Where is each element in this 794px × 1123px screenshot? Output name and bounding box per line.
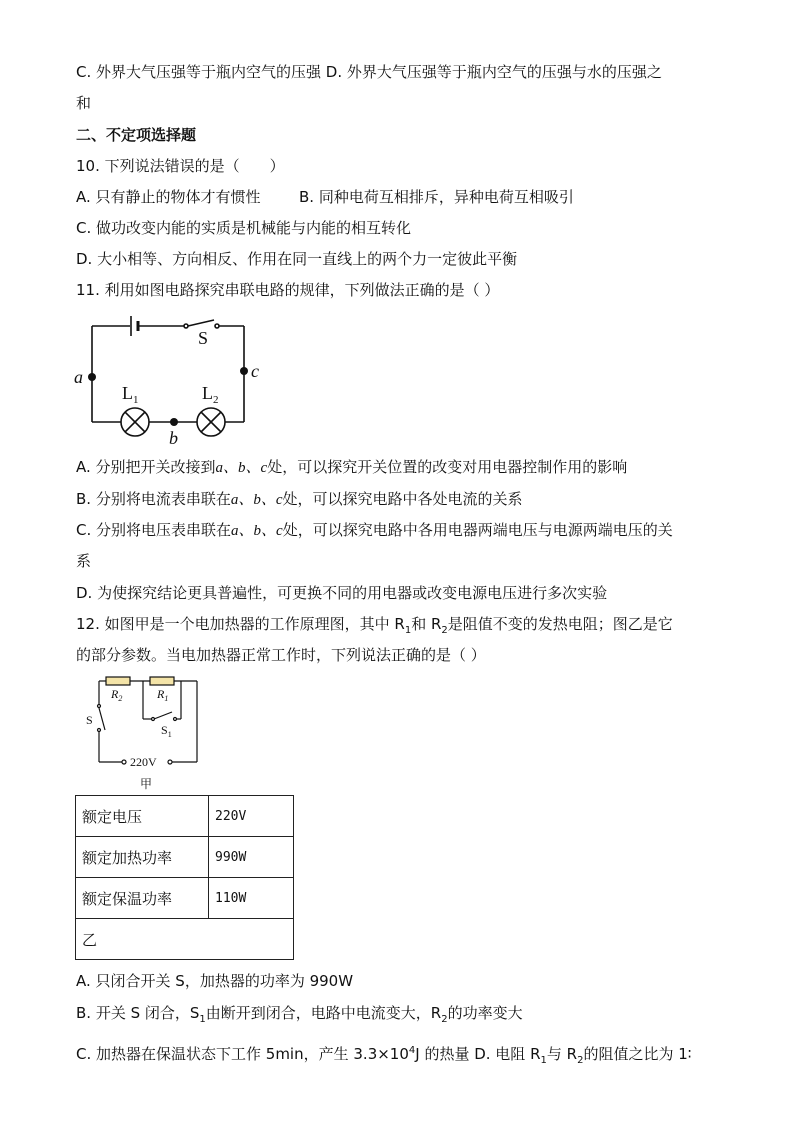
s-blade (99, 708, 105, 730)
junction-c (240, 367, 248, 375)
voltage-label: 220V (130, 755, 157, 769)
s1-blade (154, 712, 172, 719)
q10-option-a: A. 只有静止的物体才有惯性 (76, 188, 261, 206)
lamp1-label: $L_1$ (122, 383, 139, 406)
r2-label: $R_2$ (111, 687, 123, 703)
q10-option-b: B. 同种电荷互相排斥，异种电荷互相吸引 (299, 188, 574, 206)
parameter-table (75, 795, 294, 960)
table-caption-yi: 乙 (76, 919, 294, 960)
table-caption-row (76, 919, 294, 960)
switch-contact (215, 324, 219, 328)
point-a-label: a (74, 367, 83, 387)
q10-option-d: D. 大小相等、方向相反、作用在同一直线上的两个力一定彼此平衡 (76, 250, 518, 268)
table-value: 990W (209, 837, 294, 878)
lamp2-label: $L_2$ (202, 383, 219, 406)
s-contact (98, 729, 101, 732)
table-value: 220V (209, 796, 294, 837)
resistor-r2 (106, 677, 130, 685)
terminal (168, 760, 172, 764)
point-b-label: b (169, 428, 178, 448)
q12-circuit-diagram (80, 672, 220, 794)
s-contact (98, 705, 101, 708)
q11-option-a: A. 分别把开关改接到a、b、c处，可以探究开关位置的改变对用电器控制作用的影响 (76, 458, 628, 476)
q11-option-c: C. 分别将电压表串联在a、b、c处，可以探究电路中各用电器两端电压与电源两端电压的关 (76, 521, 673, 539)
s-label: S (86, 713, 93, 727)
q9-line1: C. 外界大气压强等于瓶内空气的压强 D. 外界大气压强等于瓶内空气的压强与水的压强之 (76, 63, 662, 81)
table-label: 额定保温功率 (76, 878, 209, 919)
point-c-label: c (251, 361, 259, 381)
s1-label: $S_1$ (161, 723, 172, 739)
q9-line2: 和 (76, 94, 92, 112)
q11-option-c-cont: 系 (76, 552, 92, 570)
q11-circuit-diagram (74, 308, 274, 448)
q12-option-b: B. 开关 S 闭合，$S_1$由断开到闭合，电路中电流变大，$R_2$的功率变大 (76, 1004, 523, 1025)
q12-stem-line2: 的部分参数。当电加热器正常工作时，下列说法正确的是（ ） (76, 646, 486, 664)
resistor-r1 (150, 677, 174, 685)
switch-contact (184, 324, 188, 328)
q10-option-c: C. 做功改变内能的实质是机械能与内能的相互转化 (76, 219, 412, 237)
section-title: 二、不定项选择题 (76, 126, 197, 144)
table-row (76, 878, 294, 919)
terminal (122, 760, 126, 764)
q11-option-d: D. 为使探究结论更具普遍性，可更换不同的用电器或改变电源电压进行多次实验 (76, 584, 608, 602)
q10-stem: 10. 下列说法错误的是（ ） (76, 157, 285, 175)
junction-a (88, 373, 96, 381)
table-row (76, 796, 294, 837)
table-label: 额定电压 (76, 796, 209, 837)
q12-stem-line1: 12. 如图甲是一个电加热器的工作原理图，其中 $R_1$和 $R_2$是阻值不变的发热电阻；图乙是它 (76, 615, 673, 636)
table-row (76, 837, 294, 878)
junction-b (170, 418, 178, 426)
r1-label: $R_1$ (157, 687, 169, 703)
table-value: 110W (209, 878, 294, 919)
q12-option-a: A. 只闭合开关 S，加热器的功率为 990W (76, 972, 354, 990)
q12-option-c-d: C. 加热器在保温状态下工作 5min，产生 $3.3\times 10^4J$ 的热量 D. 电阻 $R_1$与 $R_2$的阻值之比为 1∶ (76, 1045, 692, 1066)
switch-label: S (198, 328, 209, 348)
q11-stem: 11. 利用如图电路探究串联电路的规律，下列做法正确的是（ ） (76, 281, 500, 299)
switch-blade (188, 320, 214, 326)
figure-caption-jia: 甲 (140, 777, 153, 791)
table-label: 额定加热功率 (76, 837, 209, 878)
q11-option-b: B. 分别将电流表串联在a、b、c处，可以探究电路中各处电流的关系 (76, 490, 523, 508)
